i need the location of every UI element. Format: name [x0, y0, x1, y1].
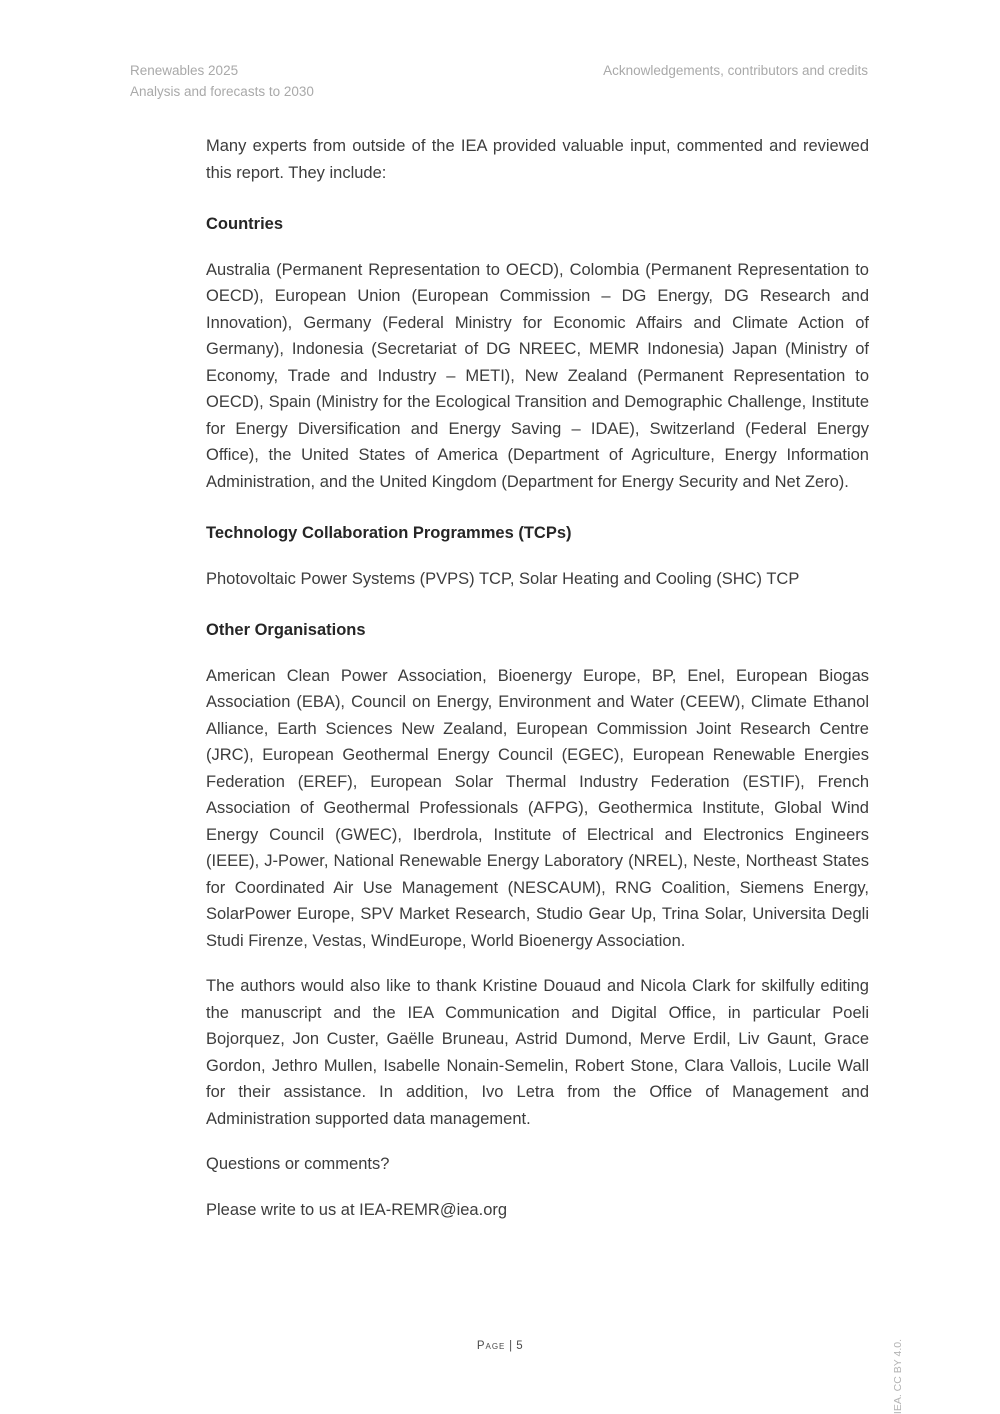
- heading-tcp: Technology Collaboration Programmes (TCPs): [206, 524, 572, 542]
- header-report-name: Renewables 2025: [130, 63, 239, 78]
- page-header: [130, 60, 868, 102]
- header-report-subtitle: Analysis and forecasts to 2030: [130, 84, 314, 99]
- footer-page-word: Page: [476, 1340, 506, 1352]
- document-body: [206, 133, 869, 1242]
- heading-countries: Countries: [206, 215, 284, 233]
- header-report-title: [130, 60, 314, 102]
- intro-paragraph: Many experts from outside of the IEA provided valuable input, commented and reviewed this report. They include:: [206, 137, 869, 182]
- questions-paragraph: Questions or comments?: [206, 1155, 390, 1173]
- contact-email-link[interactable]: IEA-REMR@iea.org: [359, 1200, 508, 1219]
- heading-other-organisations: Other Organisations: [206, 621, 366, 639]
- contact-prefix: Please write to us at: [206, 1200, 360, 1219]
- other-organisations-paragraph: American Clean Power Association, Bioenergy Europe, BP, Enel, European Biogas Association (EBA), Council on Energy, Environment and Water (CEEW), Climate Ethanol Alliance, Earth Sciences New Zealand, European Commission Joint Research Centre (JRC), European Geothermal Energy Council (EGEC), European Renewable Energies Federation (EREF), European Solar Thermal Industry Federation (ESTIF), French Association of Geothermal Professionals (AFPG), Geothermica Institute, Global Wind Energy Council (GWEC), Iberdrola, Institute of Electrical and Electronics Engineers (IEEE), J-Power, National Renewable Energy Laboratory (NREL), Neste, Northeast States for Coordinated Air Use Management (NESCAUM), RNG Coalition, Siemens Energy, SolarPower Europe, SPV Market Research, Studio Gear Up, Trina Solar, Universita Degli Studi Firenze, Vestas, WindEurope, World Bioenergy Association.: [206, 666, 869, 950]
- header-chapter-title: Acknowledgements, contributors and credits: [603, 63, 868, 78]
- page-footer: [0, 1340, 1000, 1352]
- footer-separator: |: [505, 1340, 517, 1352]
- tcp-paragraph: Photovoltaic Power Systems (PVPS) TCP, Solar Heating and Cooling (SHC) TCP: [206, 569, 800, 588]
- license-side-note: IEA. CC BY 4.0.: [892, 1339, 904, 1414]
- countries-paragraph: Australia (Permanent Representation to OECD), Colombia (Permanent Representation to OECD), European Union (European Commission – DG Energy, DG Research and Innovation), Germany (Federal Ministry for Economic Affairs and Climate Action of Germany), Indonesia (Secretariat of DG NREEC, MEMR Indonesia) Japan (Ministry of Economy, Trade and Industry – METI), New Zealand (Permanent Representation to OECD), Spain (Ministry for the Ecological Transition and Demographic Challenge, Institute for Energy Diversification and Energy Saving – IDAE), Switzerland (Federal Energy Office), the United States of America (Department of Agriculture, Energy Information Administration, and the United Kingdom (Department for Energy Security and Net Zero).: [206, 260, 869, 491]
- authors-paragraph: The authors would also like to thank Kristine Douaud and Nicola Clark for skilfully editing the manuscript and the IEA Communication and Digital Office, in particular Poeli Bojorquez, Jon Custer, Gaëlle Bruneau, Astrid Dumond, Merve Erdil, Liv Gaunt, Grace Gordon, Jethro Mullen, Isabelle Nonain-Semelin, Robert Stone, Clara Vallois, Lucile Wall for their assistance. In addition, Ivo Letra from the Office of Management and Administration supported data management.: [206, 977, 869, 1128]
- footer-page-number: 5: [516, 1340, 524, 1352]
- contact-paragraph: [206, 1197, 869, 1224]
